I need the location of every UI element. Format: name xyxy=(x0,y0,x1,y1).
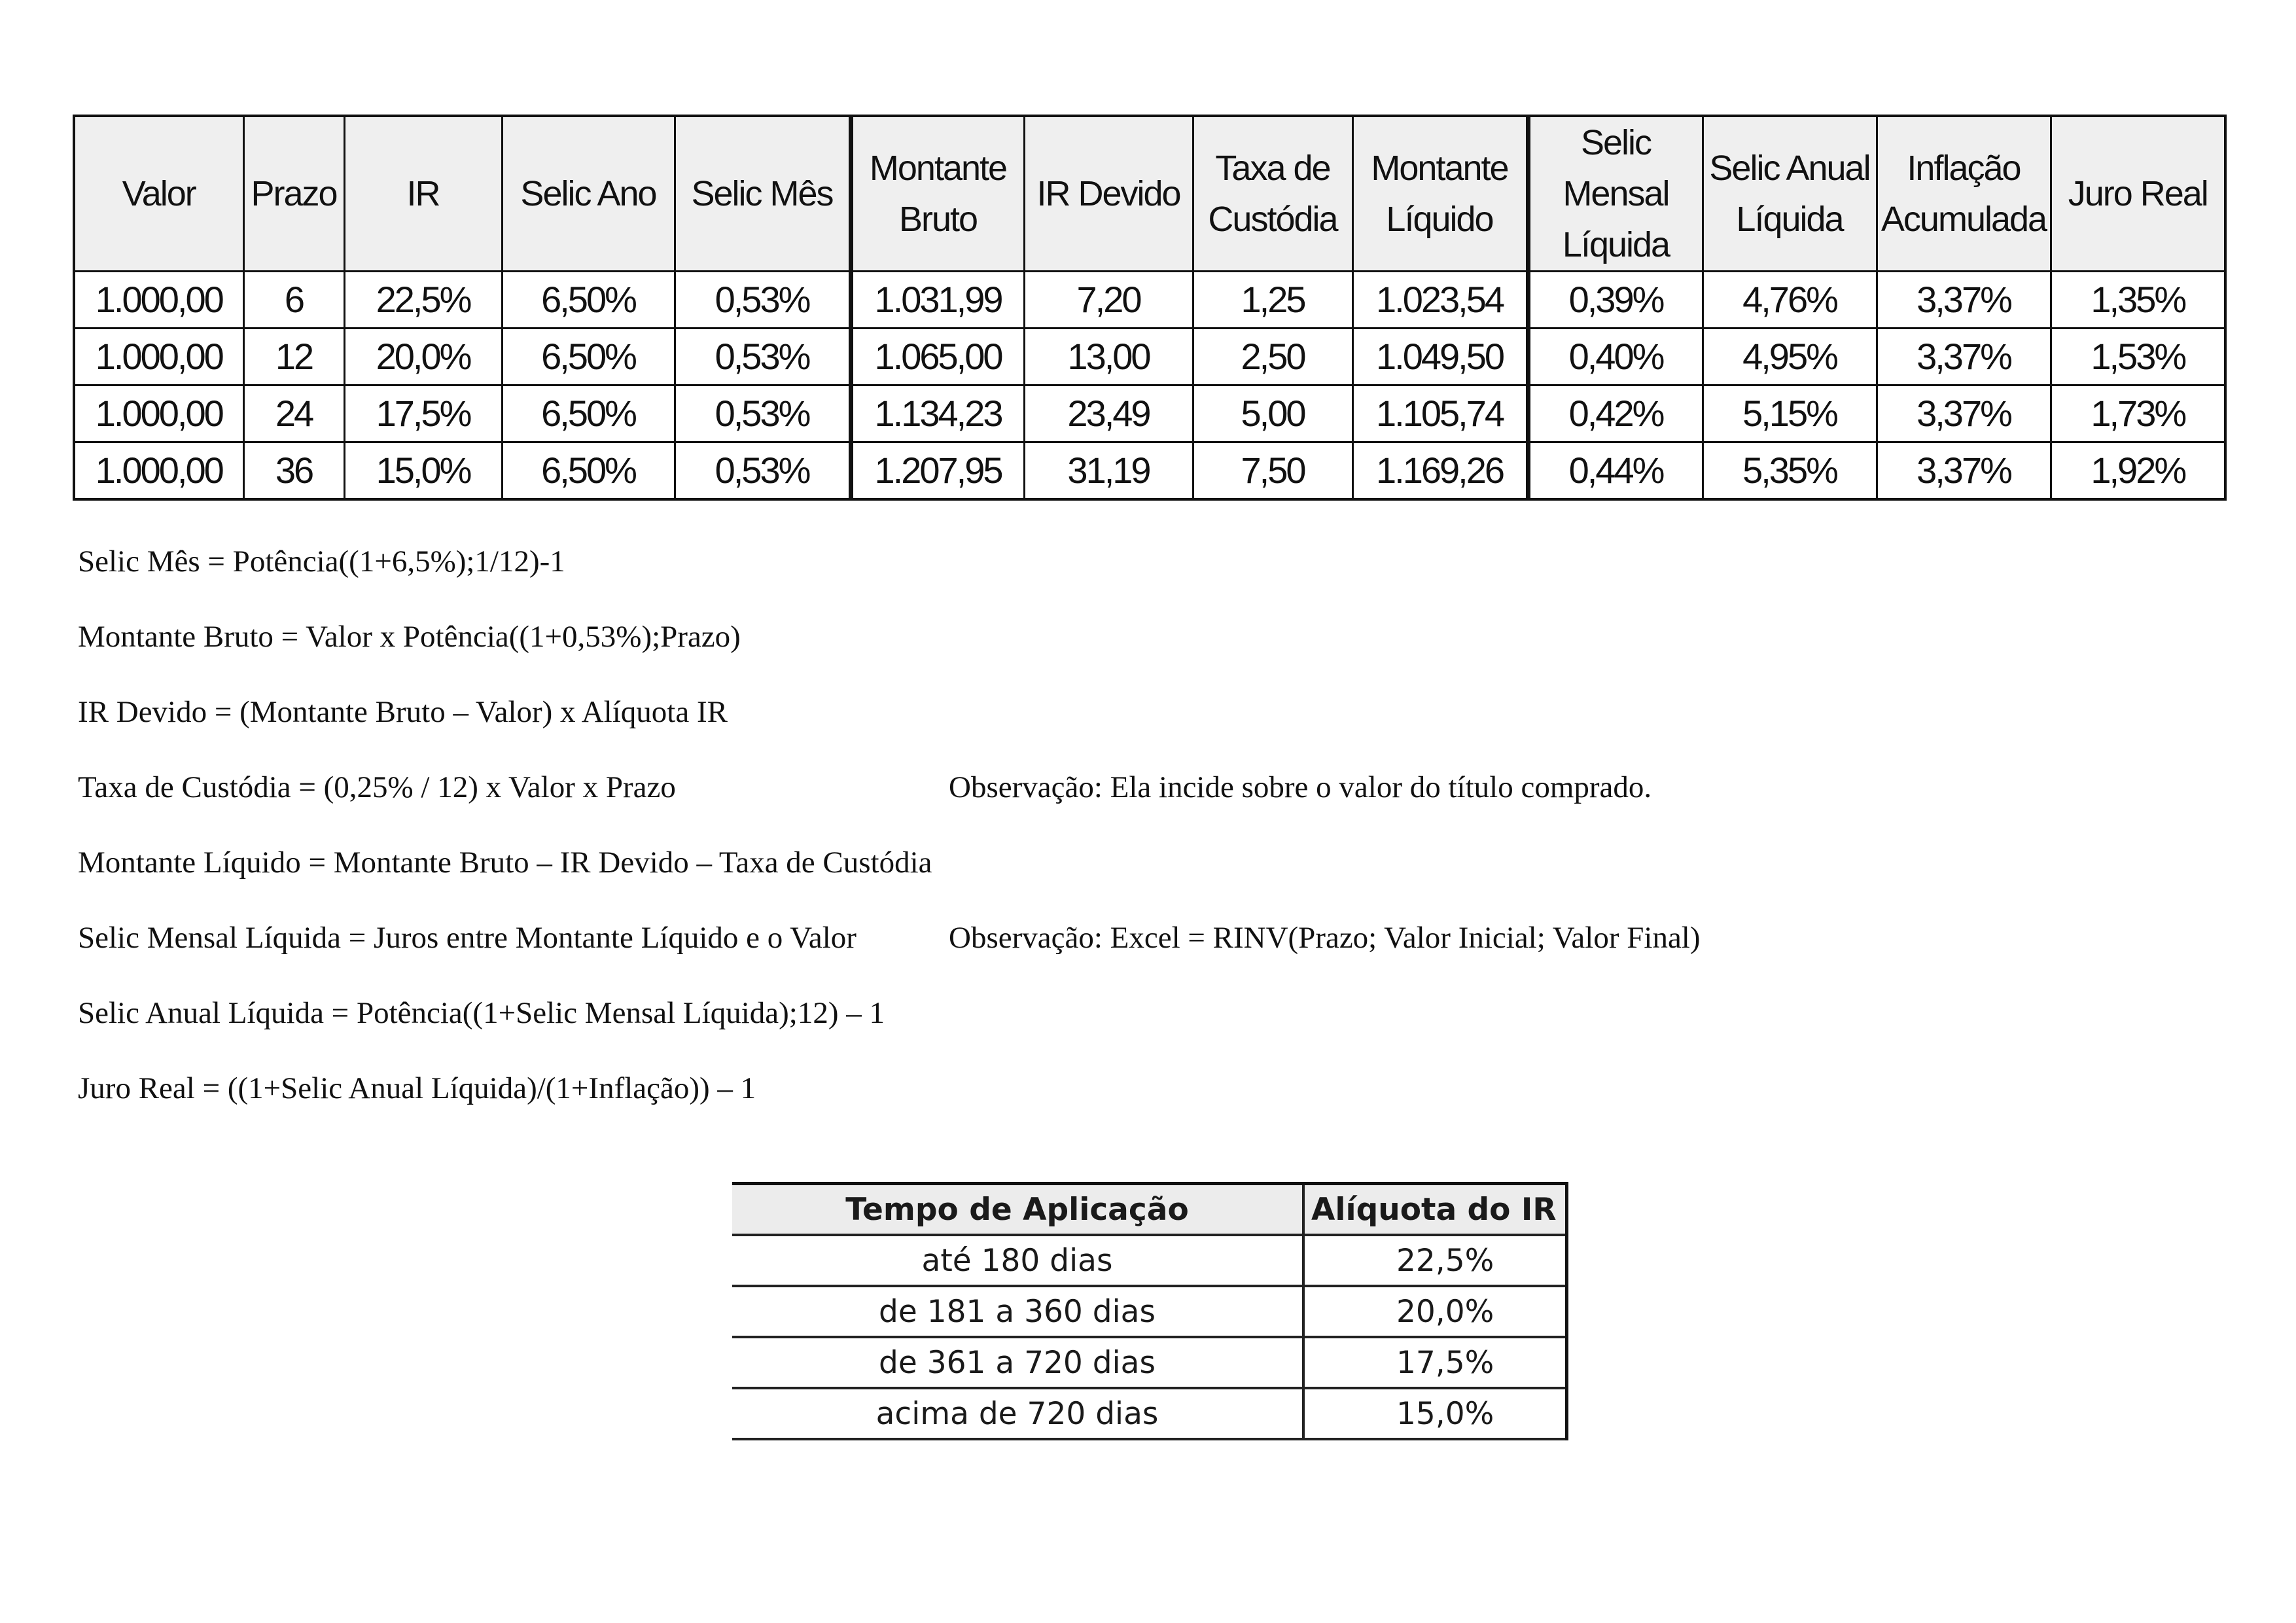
cell-selic-mes: 0,53% xyxy=(675,272,851,329)
cell-selic-mensal-liquida: 0,39% xyxy=(1528,272,1703,329)
formula-ir-devido: IR Devido = (Montante Bruto – Valor) x Alíquota IR xyxy=(78,695,728,729)
cell-taxa-custodia: 7,50 xyxy=(1193,442,1352,500)
header-selic-mensal-liquida: Selic Mensal Líquida xyxy=(1528,116,1703,272)
cell-selic-mensal-liquida: 0,44% xyxy=(1528,442,1703,500)
header-selic-mes: Selic Mês xyxy=(675,116,851,272)
cell-selic-ano: 6,50% xyxy=(502,329,675,385)
cell-selic-anual-liquida: 5,15% xyxy=(1703,385,1877,442)
cell-juro-real: 1,53% xyxy=(2051,329,2225,385)
cell-montante-liquido: 1.049,50 xyxy=(1352,329,1528,385)
ir-cell-aliquota: 20,0% xyxy=(1303,1286,1566,1337)
cell-ir-devido: 31,19 xyxy=(1024,442,1193,500)
header-selic-anual-liquida: Selic Anual Líquida xyxy=(1703,116,1877,272)
formula-juro-real: Juro Real = ((1+Selic Anual Líquida)/(1+Inflação)) – 1 xyxy=(78,1071,756,1105)
cell-inflacao-acumulada: 3,37% xyxy=(1877,442,2051,500)
cell-juro-real: 1,35% xyxy=(2051,272,2225,329)
cell-valor: 1.000,00 xyxy=(74,272,243,329)
cell-taxa-custodia: 1,25 xyxy=(1193,272,1352,329)
table-row xyxy=(74,442,2225,500)
formula-montante-bruto: Montante Bruto = Valor x Potência((1+0,53%);Prazo) xyxy=(78,620,741,654)
cell-montante-liquido: 1.023,54 xyxy=(1352,272,1528,329)
ir-cell-aliquota: 22,5% xyxy=(1303,1235,1566,1286)
cell-taxa-custodia: 2,50 xyxy=(1193,329,1352,385)
cell-selic-mes: 0,53% xyxy=(675,329,851,385)
cell-selic-anual-liquida: 5,35% xyxy=(1703,442,1877,500)
note-taxa-custodia: Observação: Ela incide sobre o valor do título comprado. xyxy=(949,770,1652,804)
cell-selic-ano: 6,50% xyxy=(502,385,675,442)
cell-selic-mes: 0,53% xyxy=(675,442,851,500)
formula-taxa-custodia: Taxa de Custódia = (0,25% / 12) x Valor x Prazo xyxy=(78,770,676,804)
ir-table-row xyxy=(732,1388,1566,1439)
cell-ir: 15,0% xyxy=(344,442,502,500)
table-row xyxy=(74,385,2225,442)
cell-selic-anual-liquida: 4,76% xyxy=(1703,272,1877,329)
cell-juro-real: 1,73% xyxy=(2051,385,2225,442)
header-montante-bruto: Montante Bruto xyxy=(851,116,1024,272)
header-valor: Valor xyxy=(74,116,243,272)
cell-prazo: 12 xyxy=(243,329,344,385)
ir-header-tempo: Tempo de Aplicação xyxy=(732,1184,1303,1236)
cell-ir-devido: 23,49 xyxy=(1024,385,1193,442)
header-inflacao-acumulada: Inflação Acumulada xyxy=(1877,116,2051,272)
ir-cell-tempo: de 361 a 720 dias xyxy=(732,1337,1303,1388)
cell-taxa-custodia: 5,00 xyxy=(1193,385,1352,442)
formula-selic-mes: Selic Mês = Potência((1+6,5%);1/12)-1 xyxy=(78,544,565,579)
cell-selic-ano: 6,50% xyxy=(502,442,675,500)
cell-ir: 22,5% xyxy=(344,272,502,329)
cell-selic-mes: 0,53% xyxy=(675,385,851,442)
header-juro-real: Juro Real xyxy=(2051,116,2225,272)
ir-cell-tempo: de 181 a 360 dias xyxy=(732,1286,1303,1337)
investment-table xyxy=(73,115,2227,501)
table-row xyxy=(74,272,2225,329)
cell-inflacao-acumulada: 3,37% xyxy=(1877,385,2051,442)
ir-table-row xyxy=(732,1286,1566,1337)
cell-prazo: 6 xyxy=(243,272,344,329)
cell-montante-bruto: 1.134,23 xyxy=(851,385,1024,442)
header-ir: IR xyxy=(344,116,502,272)
ir-cell-aliquota: 17,5% xyxy=(1303,1337,1566,1388)
header-prazo: Prazo xyxy=(243,116,344,272)
ir-header-aliquota: Alíquota do IR xyxy=(1303,1184,1566,1236)
formula-montante-liquido: Montante Líquido = Montante Bruto – IR Devido – Taxa de Custódia xyxy=(78,846,932,880)
ir-cell-aliquota: 15,0% xyxy=(1303,1388,1566,1439)
cell-ir: 17,5% xyxy=(344,385,502,442)
ir-cell-tempo: até 180 dias xyxy=(732,1235,1303,1286)
cell-valor: 1.000,00 xyxy=(74,442,243,500)
cell-selic-mensal-liquida: 0,40% xyxy=(1528,329,1703,385)
header-montante-liquido: Montante Líquido xyxy=(1352,116,1528,272)
cell-valor: 1.000,00 xyxy=(74,329,243,385)
note-selic-mensal-liquida: Observação: Excel = RINV(Prazo; Valor Inicial; Valor Final) xyxy=(949,921,1701,955)
header-selic-ano: Selic Ano xyxy=(502,116,675,272)
cell-montante-liquido: 1.169,26 xyxy=(1352,442,1528,500)
cell-juro-real: 1,92% xyxy=(2051,442,2225,500)
formula-selic-mensal-liquida: Selic Mensal Líquida = Juros entre Montante Líquido e o Valor xyxy=(78,921,857,955)
header-taxa-custodia: Taxa de Custódia xyxy=(1193,116,1352,272)
cell-montante-bruto: 1.065,00 xyxy=(851,329,1024,385)
cell-ir: 20,0% xyxy=(344,329,502,385)
cell-selic-anual-liquida: 4,95% xyxy=(1703,329,1877,385)
table-header-row xyxy=(74,116,2225,272)
cell-prazo: 36 xyxy=(243,442,344,500)
cell-ir-devido: 7,20 xyxy=(1024,272,1193,329)
cell-ir-devido: 13,00 xyxy=(1024,329,1193,385)
ir-cell-tempo: acima de 720 dias xyxy=(732,1388,1303,1439)
cell-inflacao-acumulada: 3,37% xyxy=(1877,329,2051,385)
ir-table-row xyxy=(732,1235,1566,1286)
cell-inflacao-acumulada: 3,37% xyxy=(1877,272,2051,329)
ir-rate-table xyxy=(732,1182,1568,1440)
cell-montante-bruto: 1.031,99 xyxy=(851,272,1024,329)
cell-prazo: 24 xyxy=(243,385,344,442)
table-row xyxy=(74,329,2225,385)
header-ir-devido: IR Devido xyxy=(1024,116,1193,272)
ir-table-header-row xyxy=(732,1184,1566,1236)
formula-selic-anual-liquida: Selic Anual Líquida = Potência((1+Selic Mensal Líquida);12) – 1 xyxy=(78,996,885,1030)
cell-selic-ano: 6,50% xyxy=(502,272,675,329)
cell-selic-mensal-liquida: 0,42% xyxy=(1528,385,1703,442)
ir-table-row xyxy=(732,1337,1566,1388)
cell-montante-liquido: 1.105,74 xyxy=(1352,385,1528,442)
cell-montante-bruto: 1.207,95 xyxy=(851,442,1024,500)
cell-valor: 1.000,00 xyxy=(74,385,243,442)
